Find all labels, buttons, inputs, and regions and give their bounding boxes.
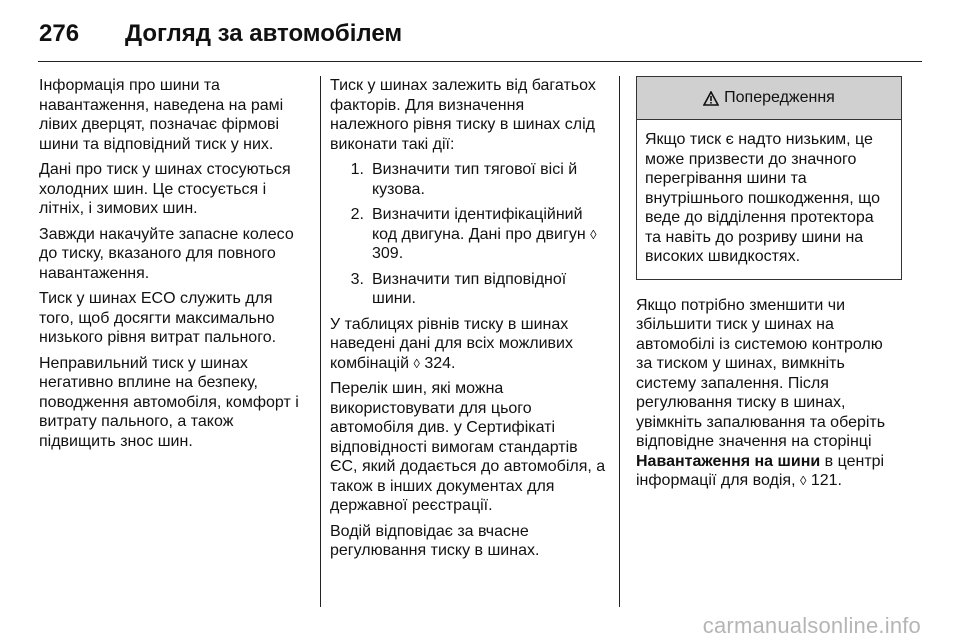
menu-page-name: Навантаження на шини [636,452,821,470]
page-header [39,14,402,54]
paragraph-spare-wheel: Завжди накачуйте запасне колесо до тиску, вказаного для повного навантаження. [39,225,294,282]
paragraph-tire-list: Перелік шин, які можна використовувати для цього автомобіля див. у Сертифікаті відповідності вимогам стандартів ЄС, який додається до автомобіля, а також в інших документах для державної реєстрації. [330,380,606,514]
warning-box [636,76,902,280]
step-number: 2. [350,206,364,223]
column-divider-2 [619,76,620,607]
page-ref-link[interactable]: 309. [372,245,404,262]
warning-title: Попередження [724,89,835,107]
step-text: Визначити тип тягової вісі й кузова. [372,161,578,198]
page-title: Догляд за автомобілем [125,20,403,47]
step-number: 1. [350,161,364,178]
column-right [636,76,902,497]
list-item [330,160,606,199]
paragraph-wrong-pressure: Неправильний тиск у шинах негативно вплине на безпеку, поводження автомобіля, комфорт і витрату пального, а також підвищить знос шин. [39,354,299,450]
column-left [39,76,309,457]
page-ref-arrow-icon: ◊ [413,355,420,371]
paragraph-cold-tires: Дані про тиск у шинах стосуються холодних шин. Це стосується і літніх, і зимових шин. [39,161,291,217]
page-ref-arrow-icon: ◊ [590,226,597,242]
paragraph-adjust-pressure: Якщо потрібно зменшити чи збільшити тиск у шинах на автомобілі із системою контролю за тиском у шинах, вимкніть систему запалення. Після регулювання тиску в шинах, увімкніть запалювання та оберіть відповідне значення на сторінці Навантаження на шини в центрі інформації для водія, ◊ 121. [636,296,886,489]
step-number: 3. [350,270,364,288]
column-divider-1 [320,76,321,607]
paragraph-tire-info: Інформація про шини та навантаження, наведена на рамі лівих дверцят, позначає фірмові шини та відповідний тиск у них. [39,77,284,153]
watermark: carmanualsonline.info [702,613,921,638]
page-number: 276 [39,20,80,47]
column-middle [330,76,606,567]
paragraph-driver-responsibility: Водій відповідає за вчасне регулювання тиску в шинах. [330,522,540,559]
step-text-wrap [372,205,606,264]
warning-header [637,77,901,120]
list-item [330,205,606,264]
page-ref-link[interactable]: 121. [810,472,842,489]
list-item [330,270,606,309]
warning-text: Якщо тиск є надто низьким, це може призвести до значного перегрівання шини та внутрішнього пошкодження, що веде до відділення протектора та навіть до розриву шини на високих швидкостях. [645,131,881,265]
steps-list [330,160,606,309]
step-text: Визначити ідентифікаційний код двигуна. Дані про двигун [372,206,586,243]
paragraph-pressure-tables: У таблицях рівнів тиску в шинах наведені дані для всіх можливих комбінацій ◊ 324. [330,315,573,372]
page-ref-link[interactable]: 324. [424,354,456,372]
paragraph-eco-pressure: Тиск у шинах ECO служить для того, щоб досягти максимально низького рівня витрат пального. [39,290,277,346]
header-divider [38,61,922,62]
paragraph-pressure-intro: Тиск у шинах залежить від багатьох факторів. Для визначення належного рівня тиску в шинах слід виконати такі дії: [330,77,596,153]
page-ref-arrow-icon: ◊ [799,473,807,488]
warning-triangle-icon [703,91,719,106]
step-text: Визначити тип відповідної шини. [372,270,567,307]
